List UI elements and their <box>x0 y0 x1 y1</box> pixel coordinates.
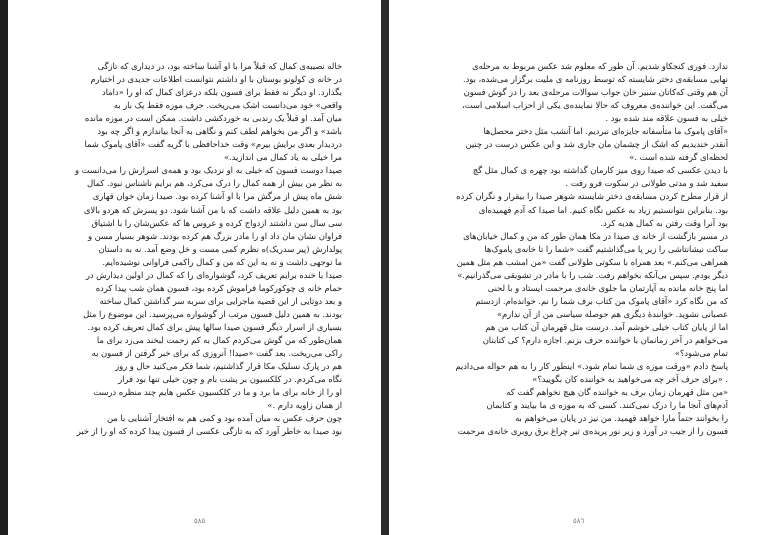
text-line: با دیدن عکسی که صیدا روی میز کارمان گذاشته بود چهره ی کمال مثل گچ <box>472 165 728 176</box>
text-line: بود. بنابراین نتوانستیم زیاد به عکس نگاه کنیم. اما صیدا که آدم فهمیده‌ای <box>478 204 728 215</box>
text-line: می‌گفت. این خواننده‌ی معروف که حالا نماینده‌ی یکی از احزاب اسلامی است، <box>462 100 728 111</box>
text-line: همان‌طور که من گوش می‌کردم کمال به کم زحمت لبخند می‌زد برای ما <box>96 334 342 345</box>
text-line: به نظر من بیش از همه کمال را درک می‌کرد، هم برایم ناشناس نبود. کمال <box>86 178 342 189</box>
right-page <box>389 0 768 535</box>
left-page <box>8 0 381 535</box>
text-line: شش ماه پیش از مرگش مرا با او آشنا کرده بود. صیدا زمان خوان قهاری <box>92 191 342 202</box>
left-binding-edge <box>0 0 8 535</box>
text-line: دردیدار بعدی برایش بیرم» وقت خداحافظی با گریه گفت «آقای پاموک شما <box>84 139 342 150</box>
text-line: عصبانی نشوید. خوانندهٔ دیگری هم حوصله سیاسی من از آن ندارم» <box>496 308 728 319</box>
text-line: ساکت نیشانتاشی را زیر پا می‌گذاشتیم گفت «شما را تا خانه‌ی پاموک‌ها <box>484 243 728 254</box>
text-line: مرا خیلی به یاد کمال می اندازید.» <box>223 152 342 163</box>
text-line: و بعد دوتایی از این قضیه ماجرایی برای سربه سر گذاشتن کمال ساخته <box>99 295 342 306</box>
text-line: سی سال سن داشتند ازدواج کرده و عروس ها که عکس‌شان را با اشتیاق <box>91 217 342 228</box>
text-line: لحظه‌ای گرفته شده است .» <box>629 152 728 163</box>
text-line: ندارد. فوری کنجکاو شدیم. آن طور که معلوم شد عکس مربوط به مرحله‌ی <box>471 61 728 71</box>
text-line: ما توجهی داشت و نه به این که من و کمال راکمی فراوانی نوشیده‌ایم. <box>102 256 342 267</box>
text-line: او را از خانه برای ما برد و ما در کلکسیون عکس هایم چند منظره درست <box>93 387 342 398</box>
text-line: می‌خواهم در آخر زمانمان با خواننده حرف بزنم. اجازه دارم؟ کی کتابتان <box>482 334 728 345</box>
text-line: در خانه ی کولونو بوستان با او داشتم نتوانست اطلاعات جدیدی در اختیارم <box>90 74 342 85</box>
text-line: «من مثل قهرمان زمان برف به خواننده‌ گان هیچ نخواهم گفت که <box>506 387 728 398</box>
text-line: بودند. به همین دلیل فسون مرتب از گوشواره می‌پرسید. این موضوع را مثل <box>83 308 342 319</box>
text-line: پاسخ دادم «ورقت موزه ی شما تمام شود.» اینطور کار را به هم حواله می‌دادیم <box>455 361 728 372</box>
text-line: میان آمد. او قبلاً یک رندبی به خوردکشی داشت. ممکن است در موزه مانده <box>84 113 342 124</box>
text-line: خاله نصیبه‌ی کمال که قبلاً مرا با او آشنا ساخته بود، در دیداری که تازگی <box>97 61 342 71</box>
text-line: . «برای حرف آخر چه می‌خواهید به خواننده‌ کان بگویید؟» <box>532 374 728 385</box>
text-line: فراوان نشان‌ مان داد او را مادر بزرگ هم کرده بودند. شوهر بسیار مسن و <box>87 230 342 241</box>
text-line: فسون را از جیب در آورد و زیر نور پریده‌ی تیر چراغ برق روبری خانه‌ی مرحمت <box>457 426 728 437</box>
text-line: چون حرف عکس به میان آمده بود و کمی هم به افتخار آشنایی با من <box>106 413 342 424</box>
text-line: آنقدر خندیدیم که اشک از چشمان‌ مان جاری شد و این عکس درست در چنین <box>465 139 728 150</box>
text-line: اما پنج خانه مانده به آپارتمان ما جلوی خانه‌ی مرحمت ایستاد و با لحنی <box>487 282 728 293</box>
text-line: نگاه می‌کردم. در کلکسیون بر پشت بام و چون خیلی تنها بود فرار <box>118 374 342 385</box>
text-line: سفید شد و مدتی طولانی در سکوت فرو رفت . <box>565 178 728 189</box>
text-line: پولدارش (پیر سدریک)ه نظرم کمی مست و خل وضع آمد. نه به داستان <box>98 243 342 254</box>
text-line: هم در پارک نسلیک مکا قرار گذاشتیم، شما فکر می‌کنید حال و روز <box>115 361 342 372</box>
text-line: دیگر بودم. سپس بی‌آنکه بخواهم رفت. شب را با مادر در تشویقی می‌گذرانیم.» <box>457 269 728 280</box>
text-line: اما از پایان کتاب خیلی خوشم آمد. درست مثل قهرمان آن کتاب من هم <box>485 321 728 332</box>
right-page-text <box>431 60 728 438</box>
text-line: تمام می‌شود؟» <box>674 348 728 359</box>
text-line: همراهی می‌کنم.» بعد همراه با سکوتی طولانی گفت «من امشب هم مثل همین <box>456 256 728 267</box>
left-page-text <box>52 60 342 438</box>
text-line: بگذارد. او دیگر نه فقط برای فسون بلکه درعزای کمال که او را «داماد <box>101 87 342 98</box>
text-line: خیلی به فسون علاقه مند شده بود . <box>605 113 728 124</box>
text-line: بود صیدا به خاطر آورد که به تازگی عکسی از فسون پیدا کرده که او را از خبر <box>76 426 342 437</box>
text-line: بود آنرا وقت رفتن به کمال هدیه کرد. <box>600 217 728 228</box>
text-line: در مسیر بازگشت از خانه ی صیدا در مکا همان طور که من و کمال خیابان‌های <box>463 230 728 241</box>
text-line: بود به همین دلیل علاقه داشت که با من آشنا شود. دو پسرش که هردو بالای <box>83 204 342 215</box>
text-line: واقعی» خود می‌دانست اشک می‌ریخت. حرف موزه فقط یک بار به <box>113 100 342 111</box>
text-line: را بخوانند حتماً مارا خواهد فهمید. من نیز در پایان می‌خواهم به <box>515 413 728 424</box>
center-gutter <box>381 0 389 535</box>
text-line: صیدا دوست فسون که خیلی به او نزدیک بود و همه‌ی اسرارش را می‌دانست و <box>75 165 342 176</box>
text-line: نهایی مسابقه‌ی دختر شایسته که توسط روزنامه ی ملیت برگزار می‌شده، بود. <box>462 74 728 85</box>
text-line: حمام خانه ی چوکورکوما فراموش کرده بود، فسون همان شب پیدا کرده <box>95 282 342 293</box>
text-line: از همان زاویه دارم .» <box>267 400 342 411</box>
text-line: که من نگاه کرد «آقای پاموک من کتاب برف شما را نم. خوانده‌ام. ازدستم <box>475 295 728 306</box>
text-line: بسیاری از اسرار دیگر فسون صیدا سالها پیش برای کمال تعریف کرده بود. <box>87 321 342 332</box>
text-line: آدم‌های آنجا ما را درک نمی‌کنند. کسی که به موزه ی ما بیایند و کتابمان <box>486 400 728 411</box>
text-line: آن هم وقتی که‌کاتان سبیر خان جواب سوالات مرحله‌ی بعد را در گوش فسون <box>463 87 728 98</box>
text-line: راکی می‌ریخت. بعد گفت «صیدا! آنروزی که برای خبر گرفتن از فسون به <box>91 348 342 359</box>
text-line: صیدا با خنده برایم تعریف کرد، گوشواره‌ای را که کمال در اولین دیدارش در <box>85 269 342 280</box>
right-page-number: ٥٨٦ <box>573 517 585 525</box>
left-page-number: ٥٨٥ <box>194 517 206 525</box>
text-line: «آقای پاموک ما متأسفانه جایزه‌ای نبردیم. اما آنشب مثل دختر محصل‌ها <box>483 126 728 137</box>
text-line: از قرار مطرح کردن مسابقه‌ی دختر شایسته شوهر صیدا را بیقرار و نگران کرده <box>456 191 728 202</box>
text-line: باشد» و اگر من بخواهم لطف کنم و نگاهی به آنجا بیاندازم و اگر چه بود <box>97 126 342 137</box>
